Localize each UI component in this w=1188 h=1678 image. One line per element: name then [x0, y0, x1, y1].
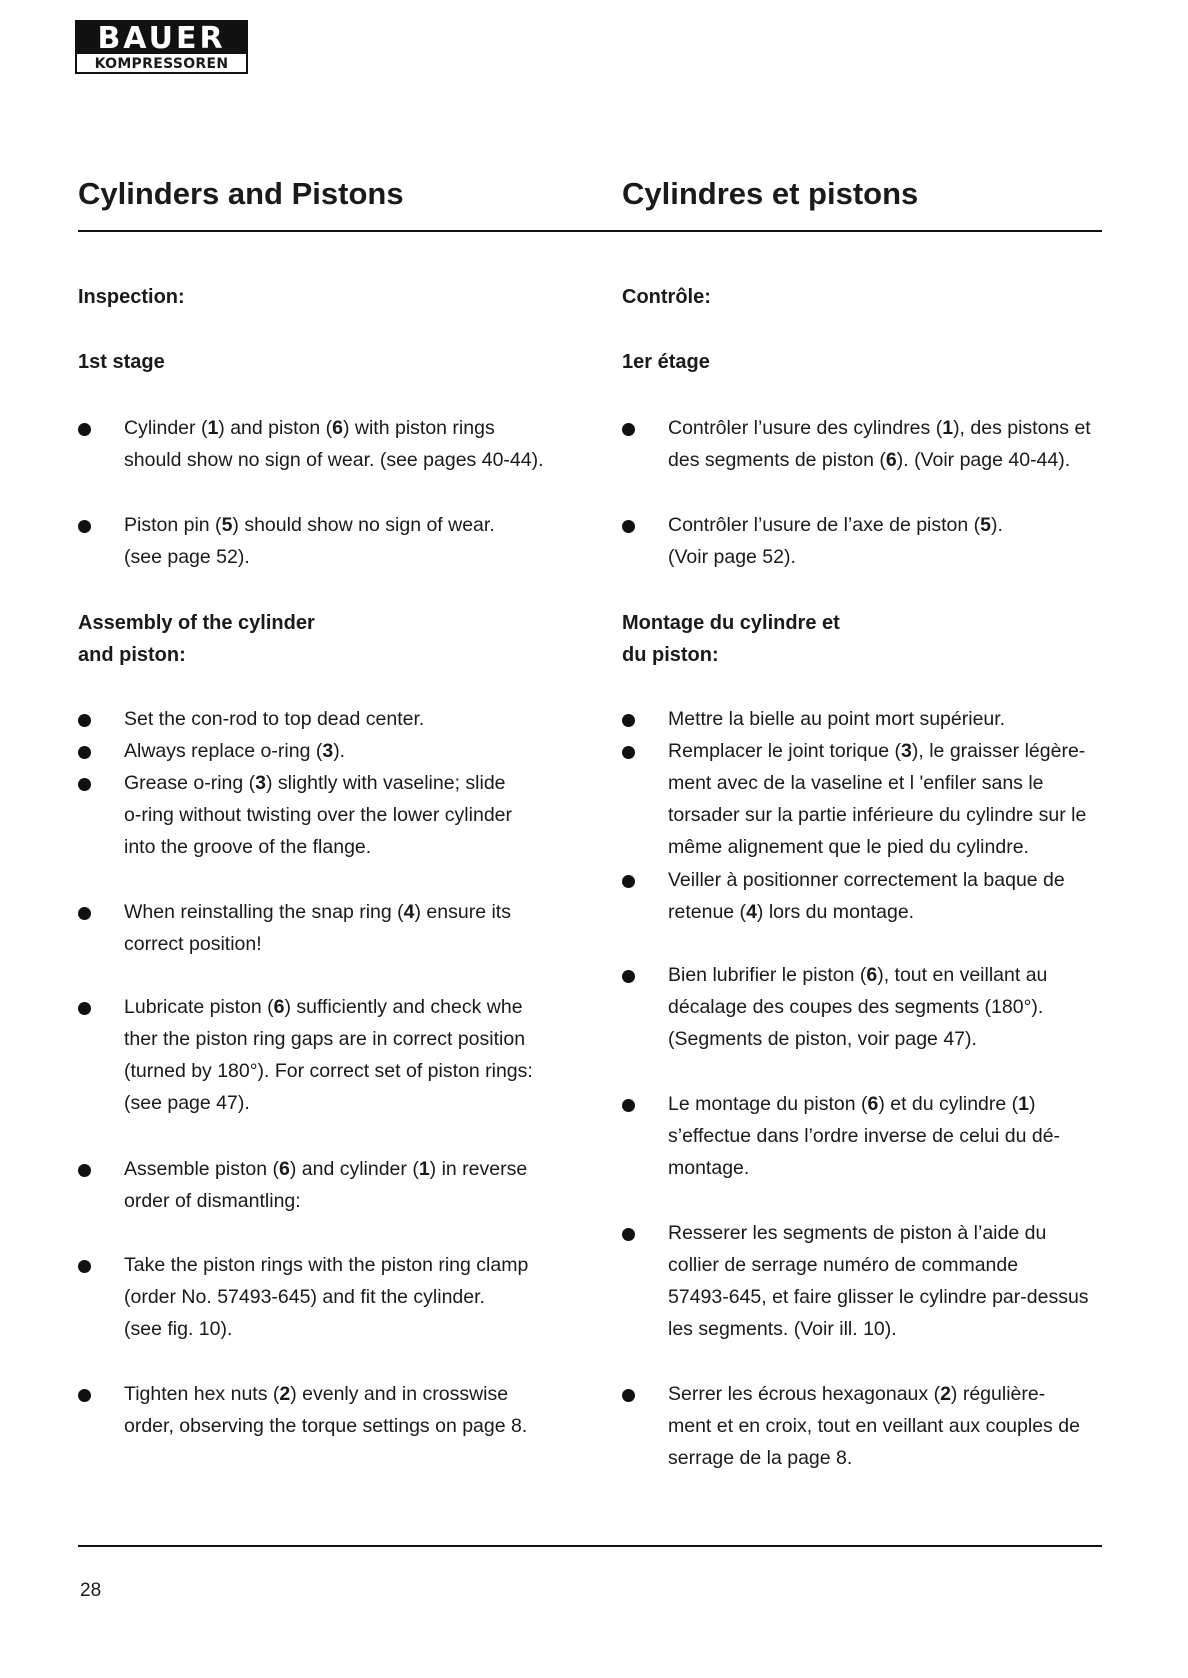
bullet-icon: [622, 1228, 635, 1241]
english-assembly-item: Set the con-rod to top dead center.: [124, 708, 425, 730]
french-assembly-item: Bien lubrifier le piston (6), tout en veillant au décalage des coupes des segments (180°). (Segments de piston, voir page 47).: [668, 964, 1048, 1050]
english-assembly-item: Tighten hex nuts (2) evenly and in crosswise order, observing the torque settings on page 8.: [124, 1383, 528, 1437]
english-assembly-heading: Assembly of the cylinder and piston:: [78, 612, 315, 666]
english-assembly-item: Take the piston rings with the piston ring clamp (order No. 57493-645) and fit the cylinder. (see fig. 10).: [124, 1254, 529, 1340]
english-inspection-heading: Inspection:: [78, 286, 185, 308]
bullet-icon: [78, 1389, 91, 1402]
english-assembly-item: Grease o-ring (3) slightly with vaseline; slide o-ring without twisting over the lower cylinder into the groove of the flange.: [124, 772, 513, 858]
french-assembly-item: Resserer les segments de piston à l’aide du collier de serrage numéro de commande 57493-645, et faire glisser le cylindre par-dessus les segments. (Voir ill. 10).: [668, 1222, 1089, 1340]
english-assembly-item: When reinstalling the snap ring (4) ensure its correct position!: [124, 901, 511, 955]
bauer-kompressoren-logo: [75, 20, 248, 74]
bullet-icon: [78, 520, 91, 533]
english-assembly-item: Always replace o-ring (3).: [124, 740, 346, 762]
bullet-icon: [622, 1099, 635, 1112]
french-assembly-item: Le montage du piston (6) et du cylindre (1) s’effectue dans l’ordre inverse de celui du dé- montage.: [668, 1093, 1061, 1179]
bullet-icon: [78, 907, 91, 920]
bullet-icon: [622, 746, 635, 759]
page-number: 28: [80, 1580, 102, 1601]
logo-subtitle: KOMPRESSOREN: [75, 54, 248, 74]
bullet-icon: [78, 1164, 91, 1177]
bullet-icon: [78, 778, 91, 791]
english-stage-heading: 1st stage: [78, 351, 165, 373]
bullet-icon: [622, 520, 635, 533]
french-assembly-item: Remplacer le joint torique (3), le graisser légère- ment avec de la vaseline et l 'enfiler sans le torsader sur la partie inférieure du cylindre sur le même alignement que le pied du cylindre.: [668, 740, 1087, 858]
logo-brand: BAUER: [75, 20, 248, 54]
bullet-icon: [622, 423, 635, 436]
french-stage-heading: 1er étage: [622, 351, 710, 373]
bullet-icon: [622, 875, 635, 888]
french-inspection-item: Contrôler l’usure de l’axe de piston (5). (Voir page 52).: [668, 514, 1003, 568]
bullet-icon: [78, 1002, 91, 1015]
bullet-icon: [78, 1260, 91, 1273]
english-assembly-item: Lubricate piston (6) sufficiently and check whe ther the piston ring gaps are in correct position (turned by 180°). For correct set of piston rings: (see page 47).: [124, 996, 533, 1114]
bullet-icon: [622, 970, 635, 983]
english-inspection-item: Cylinder (1) and piston (6) with piston rings should show no sign of wear. (see pages 40-44).: [124, 417, 544, 471]
bullet-icon: [622, 1389, 635, 1402]
french-assembly-item: Mettre la bielle au point mort supérieur.: [668, 708, 1006, 730]
english-assembly-item: Assemble piston (6) and cylinder (1) in reverse order of dismantling:: [124, 1158, 528, 1212]
bullet-icon: [78, 746, 91, 759]
french-assembly-item: Serrer les écrous hexagonaux (2) régulière- ment et en croix, tout en veillant aux couples de serrage de la page 8.: [668, 1383, 1080, 1469]
bullet-icon: [78, 714, 91, 727]
english-title: Cylinders and Pistons: [78, 176, 404, 211]
header-rule: [78, 230, 1102, 232]
footer-rule: [78, 1545, 1102, 1547]
french-inspection-heading: Contrôle:: [622, 286, 711, 308]
french-assembly-heading: Montage du cylindre et du piston:: [622, 612, 840, 666]
french-assembly-item: Veiller à positionner correctement la baque de retenue (4) lors du montage.: [668, 869, 1065, 923]
bullet-icon: [622, 714, 635, 727]
english-inspection-item: Piston pin (5) should show no sign of wear. (see page 52).: [124, 514, 495, 568]
french-inspection-item: Contrôler l’usure des cylindres (1), des pistons et des segments de piston (6). (Voir page 40-44).: [668, 417, 1091, 471]
bullet-icon: [78, 423, 91, 436]
french-title: Cylindres et pistons: [622, 176, 919, 211]
